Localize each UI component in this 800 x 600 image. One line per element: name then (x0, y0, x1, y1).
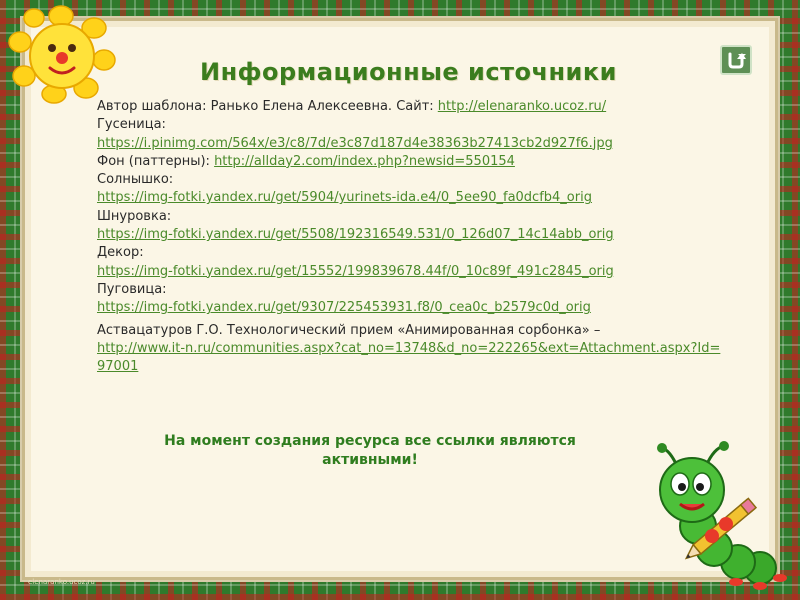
page-title: Информационные источники (200, 58, 617, 86)
source-link[interactable]: https://img-fotki.yandex.ru/get/9307/225453931.f8/0_cea0c_b2579c0d_orig (97, 300, 591, 316)
source-label: Автор шаблона: Ранько Елена Алексеевна. Сайт: (97, 99, 438, 114)
source-label: Гусеница: (97, 117, 166, 133)
source-label: Шнуровка: (97, 208, 172, 224)
source-label: Декор: (97, 245, 144, 261)
source-link[interactable]: https://img-fotki.yandex.ru/get/5904/yurinets-ida.e4/0_5ee90_fa0dcfb4_orig (97, 190, 592, 206)
watermark: elenaranko.ucoz.ru (28, 578, 95, 586)
source-link[interactable]: https://img-fotki.yandex.ru/get/5508/192316549.531/0_126d07_14c14abb_orig (97, 227, 614, 243)
links-active-note: На момент создания ресурса все ссылки являются активными! (164, 433, 576, 468)
source-link[interactable]: http://elenaranko.ucoz.ru/ (437, 99, 607, 114)
source-label: Солнышко: (97, 172, 174, 188)
source-link[interactable]: https://i.pinimg.com/564x/e3/c8/7d/e3c87d187d4e38363b27413cb2d927f6.jpg (97, 135, 613, 151)
source-link[interactable]: http://www.it-n.ru/communities.aspx?cat_no=13748&d_no=222265&ext=Attachment.aspx?Id=97001 (97, 340, 721, 375)
source-label: Пуговица: (97, 281, 167, 297)
back-arrow-icon (726, 50, 746, 70)
source-author (97, 98, 722, 116)
caterpillar-with-pencil-icon (640, 440, 790, 590)
source-label: Фон (паттерны): (97, 153, 215, 169)
back-button[interactable] (720, 45, 752, 75)
source-bg (97, 153, 722, 171)
source-link[interactable]: https://img-fotki.yandex.ru/get/15552/199839678.44f/0_10c89f_491c2845_orig (97, 263, 614, 279)
sources-list (97, 98, 722, 376)
smiling-sun-icon (6, 4, 116, 104)
source-label: Аствацатуров Г.О. Технологический прием «Анимированная сорбонка» – (97, 322, 601, 338)
source-link[interactable]: http://allday2.com/index.php?newsid=550154 (214, 153, 515, 169)
